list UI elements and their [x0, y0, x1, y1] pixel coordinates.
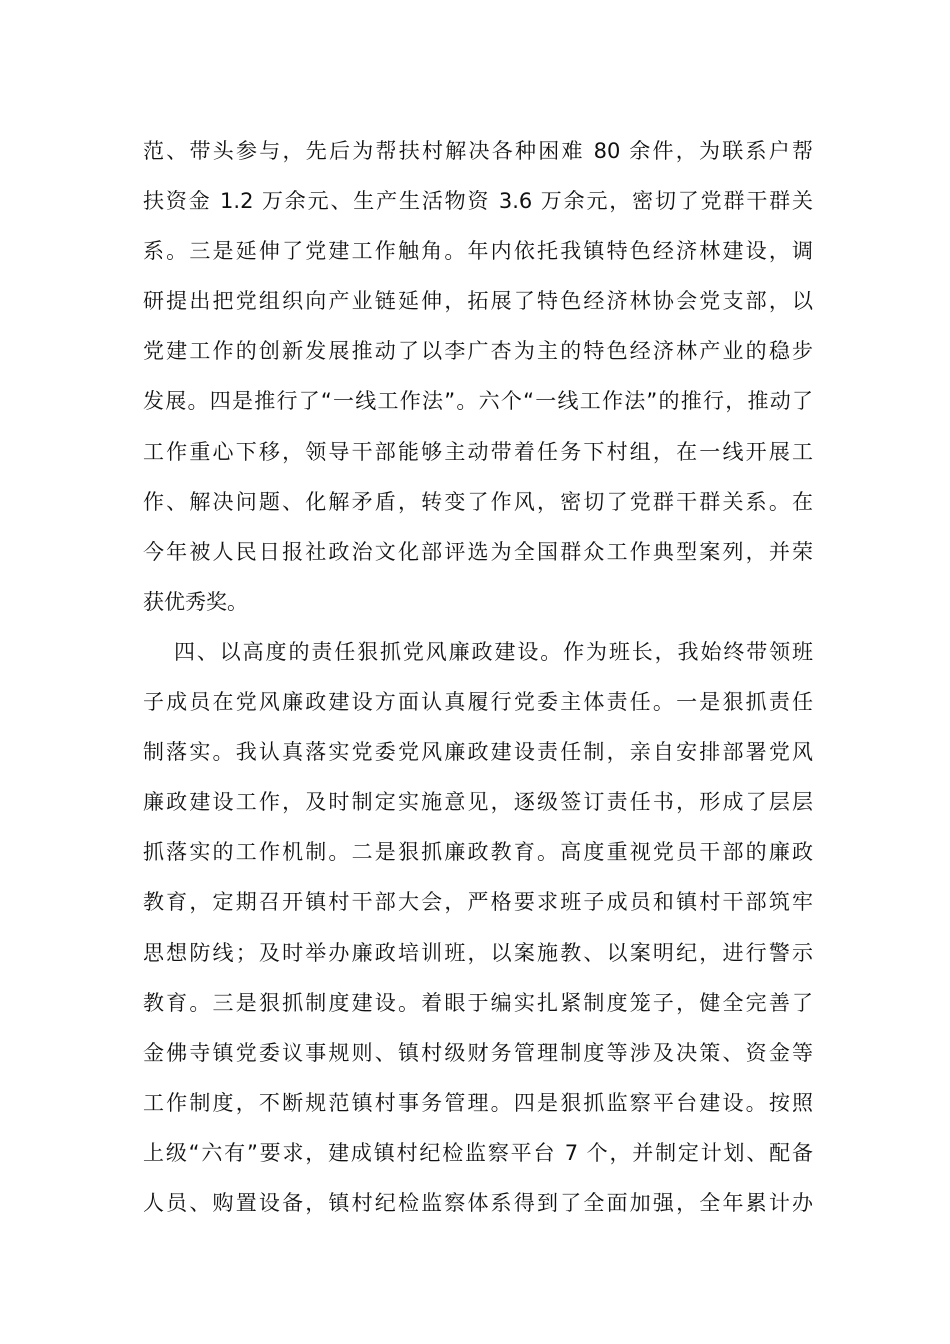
text-line: 子成员在党风廉政建设方面认真履行党委主体责任。一是狠抓责任 — [143, 690, 813, 715]
text-line: 今年被人民日报社政治文化部评选为全国群众工作典型案列，并荣 — [143, 539, 813, 564]
text-line: 扶资金 1.2 万余元、生产生活物资 3.6 万余元，密切了党群干群关 — [143, 189, 813, 214]
text-line: 工作重心下移，领导干部能够主动带着任务下村组，在一线开展工 — [143, 439, 813, 464]
text-line: 系。三是延伸了党建工作触角。年内依托我镇特色经济林建设，调 — [143, 239, 813, 264]
text-line: 作、解决问题、化解矛盾，转变了作风，密切了党群干群关系。在 — [143, 489, 813, 514]
text-line: 抓落实的工作机制。二是狠抓廉政教育。高度重视党员干部的廉政 — [143, 840, 813, 865]
text-line: 发展。四是推行了“一线工作法”。六个“一线工作法”的推行，推动了 — [143, 389, 813, 414]
text-line: 教育。三是狠抓制度建设。着眼于编实扎紧制度笼子，健全完善了 — [143, 990, 813, 1015]
text-line: 范、带头参与，先后为帮扶村解决各种困难 80 余件，为联系户帮 — [143, 139, 813, 163]
text-line: 研提出把党组织向产业链延伸，拓展了特色经济林协会党支部，以 — [143, 289, 813, 314]
text-line: 人员、购置设备，镇村纪检监察体系得到了全面加强，全年累计办 — [143, 1190, 813, 1215]
text-line: 工作制度，不断规范镇村事务管理。四是狠抓监察平台建设。按照 — [143, 1090, 813, 1115]
text-line: 上级“六有”要求，建成镇村纪检监察平台 7 个，并制定计划、配备 — [143, 1140, 813, 1165]
text-line: 教育，定期召开镇村干部大会，严格要求班子成员和镇村干部筑牢 — [143, 890, 813, 915]
body-text — [143, 126, 813, 1228]
text-line: 廉政建设工作，及时制定实施意见，逐级签订责任书，形成了层层 — [143, 790, 813, 815]
paragraph-start-line: 四、以高度的责任狠抓党风廉政建设。作为班长，我始终带领班 — [174, 639, 813, 664]
text-line: 制落实。我认真落实党委党风廉政建设责任制，亲自安排部署党风 — [143, 740, 813, 765]
text-line: 金佛寺镇党委议事规则、镇村级财务管理制度等涉及决策、资金等 — [143, 1040, 813, 1065]
text-line: 思想防线；及时举办廉政培训班，以案施教、以案明纪，进行警示 — [143, 940, 813, 965]
paragraph-end-line: 获优秀奖。 — [143, 589, 248, 614]
text-line: 党建工作的创新发展推动了以李广杏为主的特色经济林产业的稳步 — [143, 339, 813, 364]
